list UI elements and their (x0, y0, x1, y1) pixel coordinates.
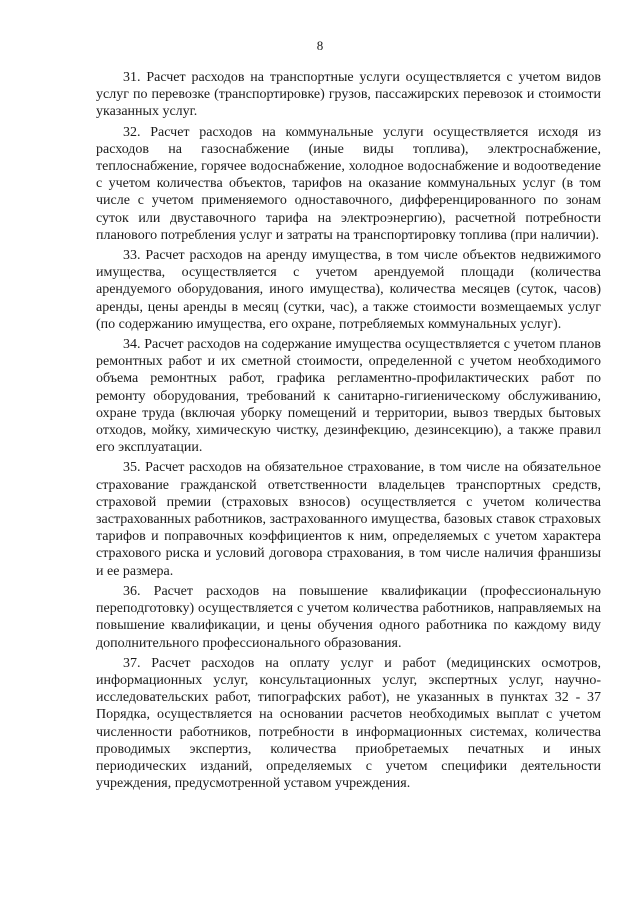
document-body (96, 69, 601, 795)
paragraph-34: 34. Расчет расходов на содержание имущества осуществляется с учетом планов ремонтных работ и их сметной стоимости, определенной с учетом необходимого объема ремонтных работ, графика регламентно-профилактических работ по ремонту оборудования, требований к санитарно-гигиеническому обслуживанию, охране труда (включая уборку помещений и территории, вывоз твердых бытовых отходов, мойку, химическую чистку, дезинфекцию, дезинсекцию), а также правил его эксплуатации. (96, 337, 601, 456)
paragraph-35: 35. Расчет расходов на обязательное страхование, в том числе на обязательное страхование гражданской ответственности владельцев транспортных средств, страховой премии (страховых взносов) осуществляется с учетом количества застрахованных работников, застрахованного имущества, базовых ставок страховых тарифов и поправочных коэффициентов к ним, определяемых с учетом характера страхового риска и условий договора страхования, в том числе наличия франшизы и ее размера. (96, 460, 601, 579)
paragraph-32: 32. Расчет расходов на коммунальные услуги осуществляется исходя из расходов на газоснабжение (иные виды топлива), электроснабжение, теплоснабжение, горячее водоснабжение, холодное водоснабжение и водоотведение с учетом количества объектов, тарифов на оказание коммунальных услуг (в том числе с учетом применяемого одноставочного, дифференцированного по зонам суток или двуставочного тарифа на электроэнергию), расчетной потребности планового потребления услуг и затраты на транспортировку топлива (при наличии). (96, 124, 601, 243)
paragraph-31: 31. Расчет расходов на транспортные услуги осуществляется с учетом видов услуг по перевозке (транспортировке) грузов, пассажирских перевозок и стоимости указанных услуг. (96, 70, 601, 120)
paragraph-33: 33. Расчет расходов на аренду имущества, в том числе объектов недвижимого имущества, осуществляется с учетом арендуемой площади (количества арендуемого оборудования, иного имущества), количества месяцев (суток, часов) аренды, цены аренды в месяц (сутки, час), а также стоимости возмещаемых услуг (по содержанию имущества, его охране, потребляемых коммунальных услуг). (96, 248, 601, 332)
paragraph-37: 37. Расчет расходов на оплату услуг и работ (медицинских осмотров, информационных услуг, консультационных услуг, экспертных услуг, научно-исследовательских работ, типографских работ), не указанных в пунктах 32 - 37 Порядка, осуществляется на основании расчетов необходимых выплат с учетом численности работников, потребности в информационных системах, количества проводимых экспертиз, количества приобретаемых печатных и иных периодических изданий, определяемых с учетом специфики деятельности учреждения, предусмотренной уставом учреждения. (96, 655, 601, 792)
page-number: 8 (316, 38, 324, 53)
paragraph-36: 36. Расчет расходов на повышение квалификации (профессиональную переподготовку) осуществляется с учетом количества работников, направляемых на повышение квалификации, и цены обучения одного работника по каждому виду дополнительного профессионального образования. (96, 583, 601, 651)
